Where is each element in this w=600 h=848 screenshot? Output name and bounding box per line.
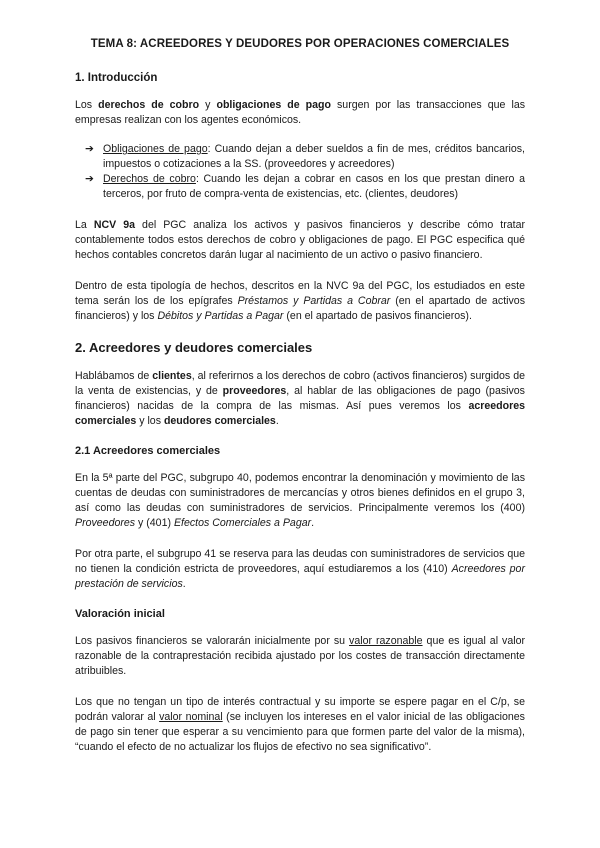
ncv-paragraph: La NCV 9a del PGC analiza los activos y pasivos financieros y describe cómo tratar contablemente todos estos derechos de cobro y obligaciones de pago. El PGC especifica qué hechos contables concretos darán lugar al nacimiento de un activo o pasivo financiero.	[75, 219, 526, 261]
section-2-1-heading: 2.1 Acreedores comerciales	[75, 445, 221, 457]
subgrupo-40-paragraph: En la 5ª parte del PGC, subgrupo 40, podemos encontrar la denominación y movimiento de las cuentas de deudas con suministradores de mercancías y otros bienes definidos en el grupo 3, así como las deudas con suministradores de servicios. Principalmente veremos los (400) Proveedores y (401) Efectos Comerciales a Pagar.	[75, 472, 525, 529]
section-2-heading: 2. Acreedores y deudores comerciales	[75, 340, 313, 355]
valor-razonable-paragraph: Los pasivos financieros se valorarán inicialmente por su valor razonable que es igual al valor razonable de la contraprestación recibida ajustado por los costes de transacción directamente atribuibles.	[75, 635, 526, 677]
arrow-icon: ➔	[85, 173, 94, 185]
clientes-proveedores-paragraph: Hablábamos de clientes, al referirnos a los derechos de cobro (activos financieros) surgidos de la venta de existencias, y de proveedores, al hablar de las obligaciones de pago (pasivos financieros) nacidas de la compra de las mismas. Así pues veremos los acreedores comerciales y los deudores comerciales.	[75, 370, 525, 427]
intro-bullet-list	[75, 142, 525, 202]
list-item: ➔ Derechos de cobro: Cuando les dejan a cobrar en casos en los que prestan dinero a terceros, por fruto de compra-venta de existencias, etc. (clientes, deudores)	[85, 173, 525, 200]
valoracion-heading: Valoración inicial	[75, 608, 165, 620]
intro-paragraph: Los derechos de cobro y obligaciones de pago surgen por las transacciones que las empresas realizan con los agentes económicos.	[75, 99, 526, 126]
valor-nominal-paragraph: Los que no tengan un tipo de interés contractual y su importe se espere pagar en el C/p, se podrán valorar al valor nominal (se incluyen los intereses en el valor inicial de las obligaciones de pago sin tener que esperar a su vencimiento para que formen parte del valor de la misma), “cuando el efecto de no actualizar los flujos de efectivo no sea significativo”.	[75, 696, 525, 753]
arrow-icon: ➔	[85, 143, 94, 155]
tipologia-paragraph: Dentro de esta tipología de hechos, descritos en la NVC 9a del PGC, los estudiados en este tema serán los de los epígrafes Préstamos y Partidas a Cobrar (en el apartado de activos financieros) y los Débitos y Partidas a Pagar (en el apartado de pasivos financieros).	[75, 280, 525, 322]
document-title: TEMA 8: ACREEDORES Y DEUDORES POR OPERACIONES COMERCIALES	[90, 38, 510, 50]
subgrupo-41-paragraph: Por otra parte, el subgrupo 41 se reserva para las deudas con suministradores de servicios que no tienen la condición estricta de proveedores, aquí estudiaremos a los (410) Acreedores por prestación de servicios.	[75, 548, 525, 590]
section-1-heading: 1. Introducción	[75, 72, 158, 84]
list-item: ➔ Obligaciones de pago: Cuando dejan a deber sueldos a fin de mes, créditos bancarios, impuestos o cotizaciones a la SS. (proveedores y acreedores)	[85, 143, 525, 170]
